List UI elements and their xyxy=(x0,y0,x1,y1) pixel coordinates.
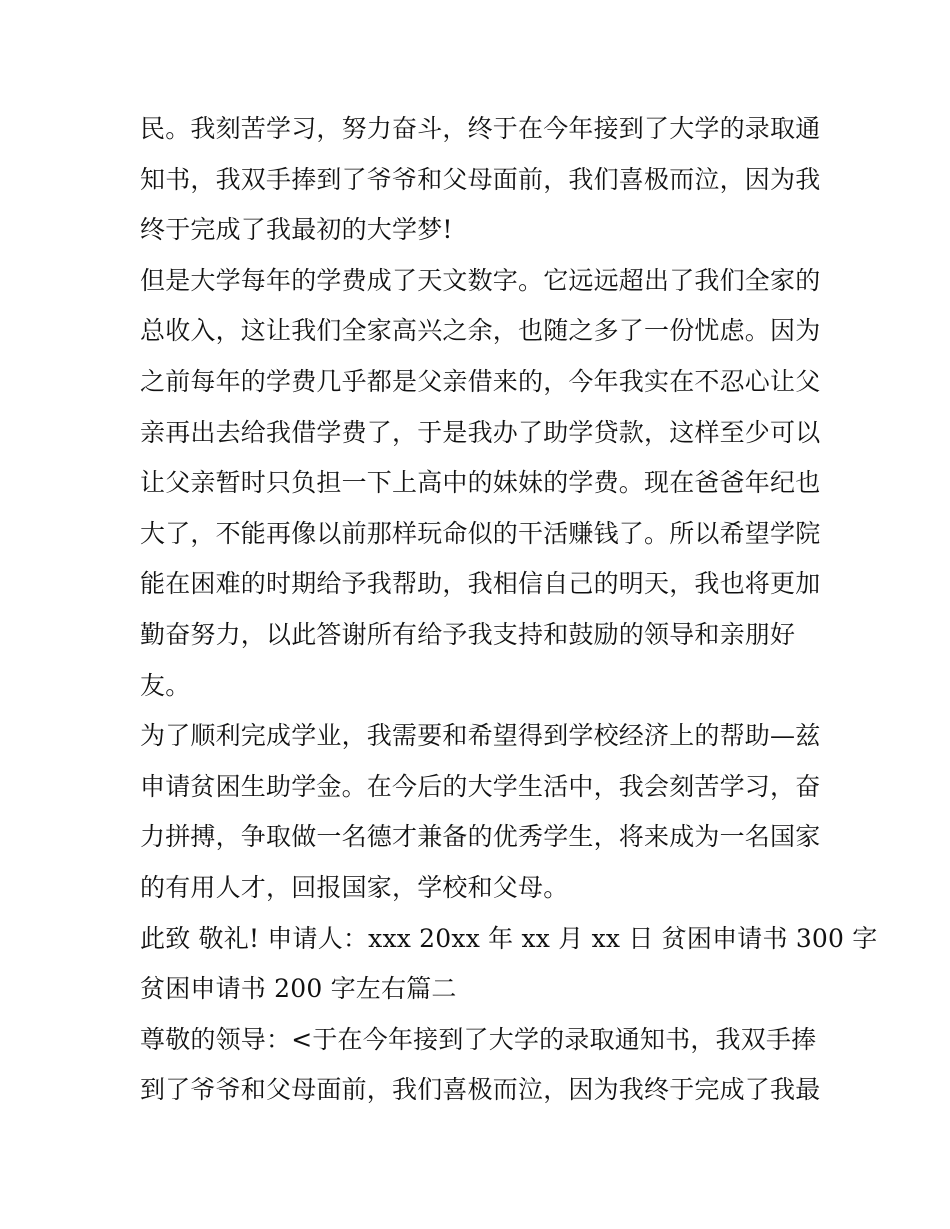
text-line: 亲再出去给我借学费了，于是我办了助学贷款，这样至少可以 xyxy=(140,417,821,447)
text-line: 终于完成了我最初的大学梦! xyxy=(140,215,453,245)
text-line: 勤奋努力，以此答谢所有给予我支持和鼓励的领导和亲朋好 xyxy=(140,619,796,649)
text-line: 为了顺利完成学业，我需要和希望得到学校经济上的帮助—兹 xyxy=(140,721,821,751)
text-line: 能在困难的时期给予我帮助，我相信自己的明天，我也将更加 xyxy=(140,569,821,599)
text-line: 的有用人才，回报国家，学校和父母。 xyxy=(140,872,569,902)
text-line: 总收入，这让我们全家高兴之余，也随之多了一份忧虑。因为 xyxy=(140,316,821,346)
text-line: 但是大学每年的学费成了天文数字。它远远超出了我们全家的 xyxy=(140,265,821,295)
text-line: 民。我刻苦学习，努力奋斗，终于在今年接到了大学的录取通 xyxy=(140,114,821,143)
text-line: 申请贫困生助学金。在今后的大学生活中，我会刻苦学习，奋 xyxy=(140,771,821,801)
document-body xyxy=(140,104,878,1116)
text-line: 尊敬的领导：<于在今年接到了大学的录取通知书，我双手捧 xyxy=(140,1024,817,1054)
text-line: 让父亲暂时只负担一下上高中的妹妹的学费。现在爸爸年纪也 xyxy=(140,468,821,498)
text-line: 到了爷爷和父母面前，我们喜极而泣，因为我终于完成了我最 xyxy=(140,1075,821,1105)
text-line: 力拼搏，争取做一名德才兼备的优秀学生，将来成为一名国家 xyxy=(140,822,821,852)
text-line: 此致 敬礼! 申请人：xxx 20xx 年 xx 月 xx 日 贫困申请书 300 字 xyxy=(140,923,878,953)
text-line: 友。 xyxy=(140,670,191,700)
text-line: 知书，我双手捧到了爷爷和父母面前，我们喜极而泣，因为我 xyxy=(140,164,821,194)
text-line: 贫困申请书 200 字左右篇二 xyxy=(140,974,457,1004)
text-line: 之前每年的学费几乎都是父亲借来的，今年我实在不忍心让父 xyxy=(140,366,821,396)
text-line: 大了，不能再像以前那样玩命似的干活赚钱了。所以希望学院 xyxy=(140,518,821,548)
